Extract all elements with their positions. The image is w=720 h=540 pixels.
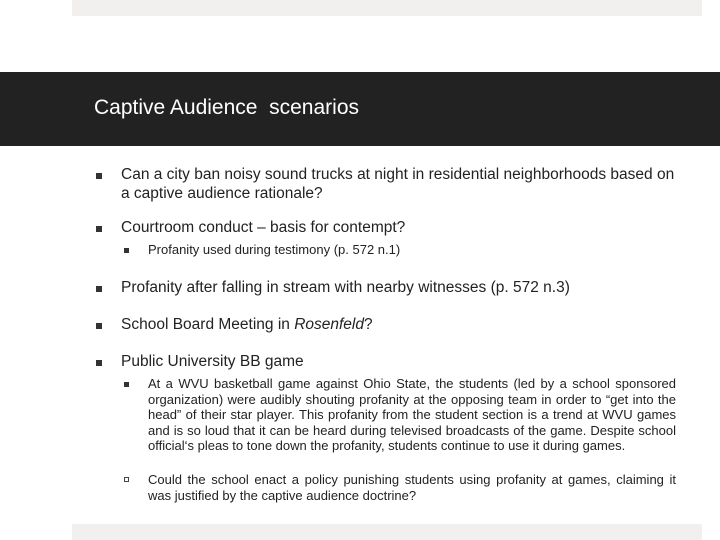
sub-bullet-icon (124, 382, 129, 387)
case-name: Rosenfeld (294, 316, 364, 333)
sub-bullet-text-testimony: Profanity used during testimony (p. 572 n.1) (148, 242, 401, 257)
slide-title: Captive Audience scenarios (94, 96, 359, 119)
bullet-text-part: ? (363, 316, 373, 333)
slide-top-band (72, 16, 702, 72)
sub-bullet-text-policy-question: Could the school enact a policy punishing students using profanity at games, claiming it was justified by the captive audience doctrine? (148, 472, 676, 503)
bullet-icon (96, 286, 102, 292)
bullet-icon (96, 226, 102, 232)
bullet-text-stream: Profanity after falling in stream with nearby witnesses (p. 572 n.3) (121, 279, 570, 296)
bullet-text-bb-game: Public University BB game (121, 353, 304, 370)
bullet-text-sound-trucks: Can a city ban noisy sound trucks at night in residential neighborhoods based on a captive audience rationale? (121, 166, 675, 202)
sub-bullet-icon (124, 248, 129, 253)
bullet-text-part: School Board Meeting in (121, 316, 295, 333)
bullet-text-courtroom: Courtroom conduct – basis for contempt? (121, 219, 406, 236)
bullet-icon (96, 323, 102, 329)
bullet-icon (96, 360, 102, 366)
bullet-text-school-board (121, 315, 681, 334)
hollow-square-bullet-icon (124, 477, 129, 482)
bullet-icon (96, 173, 102, 179)
slide-bottom-band (72, 524, 702, 540)
sub-bullet-text-wvu-scenario: At a WVU basketball game against Ohio State, the students (led by a school sponsored organization) were audibly shouting profanity at the opposing team in order to “get into the head” of their star player. This profanity from the student section is a trend at WVU games and is so loud that it can be heard during televised broadcasts of the game. Despite school official‘s pleas to tone down the profanity, students continue to use it during games. (148, 376, 676, 453)
